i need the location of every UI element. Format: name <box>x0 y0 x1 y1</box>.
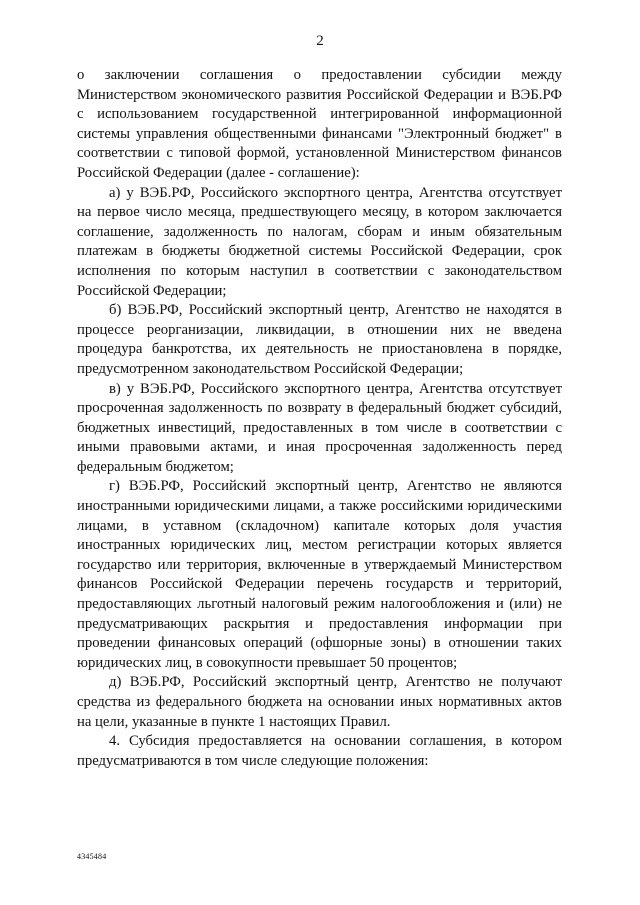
paragraph-clause-4: 4. Субсидия предоставляется на основании соглашения, в котором предусматриваются в том числе следующие положения: <box>77 733 562 769</box>
document-body <box>77 66 562 771</box>
paragraph-intro: о заключении соглашения о предоставлении субсидии между Министерством экономического развития Российской Федерации и ВЭБ.РФ с использованием государственной интегрированной информационной системы управления общественными финансами "Электронный бюджет" в соответствии с типовой формой, установленной Министерством финансов Российской Федерации (далее - соглашение): <box>77 67 562 181</box>
paragraph-item-v: в) у ВЭБ.РФ, Российского экспортного центра, Агентства отсутствует просроченная задолженность по возврату в федеральный бюджет субсидий, бюджетных инвестиций, предоставленных в том числе в соответствии с иными правовыми актами, и иная просроченная задолженность перед федеральным бюджетом; <box>77 380 562 475</box>
document-id: 4345484 <box>77 852 107 861</box>
paragraph-item-a: а) у ВЭБ.РФ, Российского экспортного центра, Агентства отсутствует на первое число месяца, предшествующего месяцу, в котором заключается соглашение, задолженность по налогам, сборам и иным обязательным платежам в бюджеты бюджетной системы Российской Федерации, срок исполнения по которым наступил в соответствии с законодательством Российской Федерации; <box>77 184 562 299</box>
page-number: 2 <box>316 33 324 49</box>
paragraph-item-b: б) ВЭБ.РФ, Российский экспортный центр, Агентство не находятся в процессе реорганизации, ликвидации, в отношении них не введена процедура банкротства, их деятельность не приостановлена в порядке, предусмотренном законодательством Российской Федерации; <box>77 302 562 377</box>
paragraph-item-g: г) ВЭБ.РФ, Российский экспортный центр, Агентство не являются иностранными юридическими лицами, а также российскими юридическими лицами, в уставном (складочном) капитале которых доля участия иностранных юридических лиц, местом регистрации которых является государство или территория, включенные в утверждаемый Министерством финансов Российской Федерации перечень государств и территорий, предоставляющих льготный налоговый режим налогообложения и (или) не предусматривающих раскрытия и предоставления информации при проведении финансовых операций (офшорные зоны) в отношении таких юридических лиц, в совокупности превышает 50 процентов; <box>77 478 562 671</box>
paragraph-item-d: д) ВЭБ.РФ, Российский экспортный центр, Агентство не получают средства из федерального бюджета на основании иных нормативных актов на цели, указанные в пункте 1 настоящих Правил. <box>77 674 562 730</box>
